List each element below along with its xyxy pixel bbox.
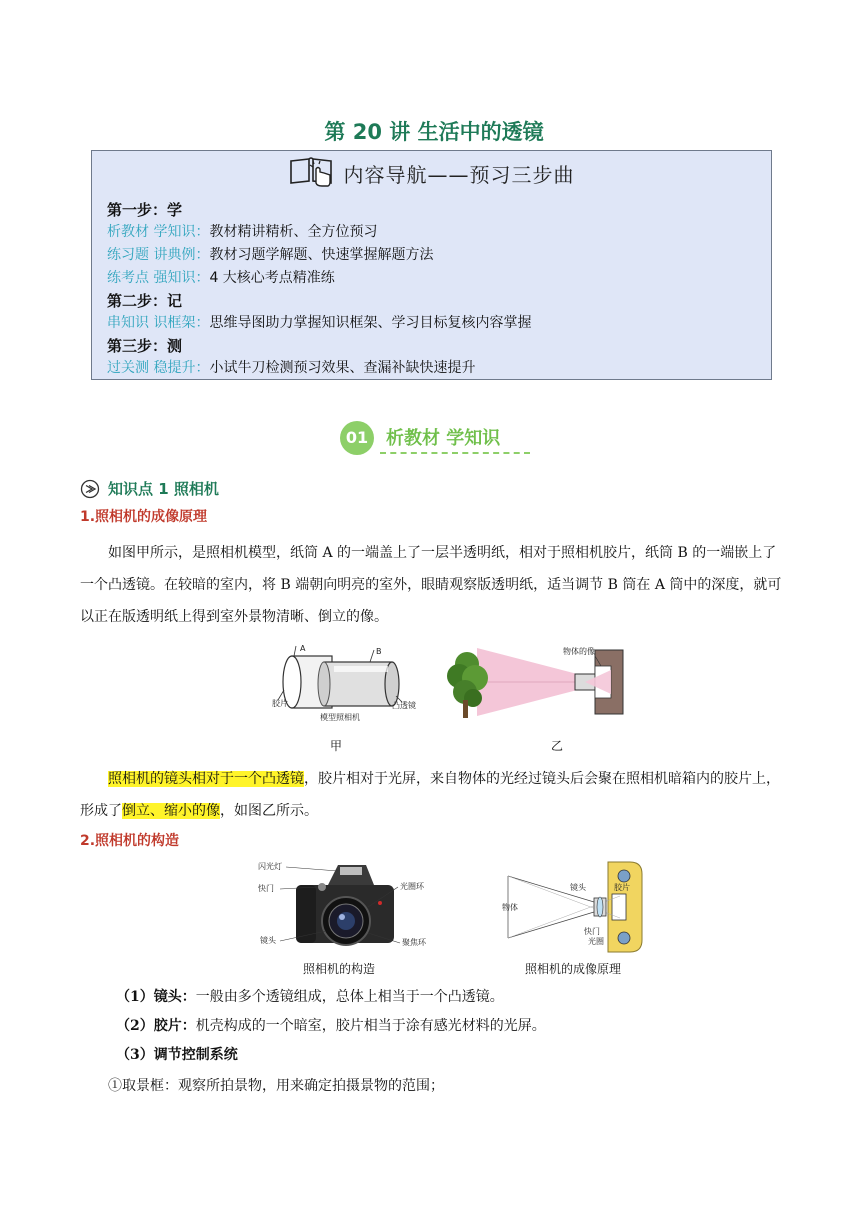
item-viewfinder <box>108 1075 444 1097</box>
nav-tag: 析教材 学知识： <box>107 224 210 240</box>
label-object: 物体 <box>502 903 518 912</box>
nav-line-3 <box>107 267 335 289</box>
paragraph-text: ，胶片相对于光屏，来自物体的光经过镜头后会聚在照相机暗箱内的胶片上，形成了 <box>80 771 780 819</box>
book-hand-icon <box>288 155 334 191</box>
camera-principle-figure <box>500 858 650 956</box>
page-title: 第 20 讲 生活中的透镜 <box>324 120 544 144</box>
section-badge <box>340 420 530 456</box>
nav-line-2 <box>107 244 433 266</box>
highlight-lens: 照相机的镜头相对于一个凸透镜 <box>108 771 304 787</box>
item-control-system <box>116 1044 238 1066</box>
step-2: 第二步：记 <box>107 292 183 310</box>
paragraph-text: ，如图乙所示。 <box>220 803 318 819</box>
heading-structure: 2.照相机的构造 <box>80 833 180 849</box>
label-convex-lens: 凸透镜 <box>392 701 416 710</box>
item-film <box>116 1015 546 1037</box>
caption-jia: 甲 <box>330 739 343 753</box>
circle-arrow-icon <box>80 479 100 499</box>
label-lens: 镜头 <box>260 936 276 945</box>
camera-structure-figure <box>256 855 446 955</box>
item-label: （3）调节控制系统 <box>116 1047 238 1063</box>
nav-desc: 小试牛刀检测预习效果、查漏补缺快速提升 <box>209 360 476 376</box>
heading-principle: 1.照相机的成像原理 <box>80 509 208 525</box>
highlight-image: 倒立、缩小的像 <box>122 803 220 819</box>
nav-desc: 4 大核心考点精准练 <box>209 270 335 286</box>
section-label: 析教材 学知识 <box>386 428 501 449</box>
label-lens-2: 镜头 <box>570 883 586 892</box>
item-text: 机壳构成的一个暗室，胶片相当于涂有感光材料的光屏。 <box>195 1018 546 1034</box>
item-text: 一般由多个透镜组成，总体上相当于一个凸透镜。 <box>195 989 504 1005</box>
item-text: ①取景框：观察所拍景物，用来确定拍摄景物的范围； <box>108 1078 444 1094</box>
model-camera-figure <box>270 642 420 724</box>
label-aperture-ring: 光圈环 <box>400 882 424 891</box>
caption-principle: 照相机的成像原理 <box>525 962 622 976</box>
item-label: （2）胶片： <box>116 1018 196 1034</box>
label-model-camera: 模型照相机 <box>320 713 360 722</box>
nav-tag: 练习题 讲典例： <box>107 247 210 263</box>
label-film-2: 胶片 <box>614 883 630 892</box>
label-focus-ring: 聚焦环 <box>402 938 426 947</box>
nav-tag: 练考点 强知识： <box>107 270 210 286</box>
label-shutter: 快门 <box>258 884 274 893</box>
nav-line-5 <box>107 357 475 379</box>
step-3: 第三步：测 <box>107 337 183 355</box>
nav-header <box>92 155 771 189</box>
nav-title: 内容导航——预习三步曲 <box>343 162 575 187</box>
section-number: 01 <box>340 421 374 455</box>
item-label: （1）镜头： <box>116 989 196 1005</box>
nav-desc: 教材精讲精析、全方位预习 <box>209 224 378 240</box>
label-a: A <box>300 644 306 653</box>
paragraph-text: 如图甲所示，是照相机模型，纸筒 A 的一端盖上了一层半透明纸，相对于照相机胶片，纸筒 B 的一端嵌上了一个凸透镜。在较暗的室内，将 B 端朝向明亮的室外，眼睛观察版透明纸，适当调节 B 筒在 A 筒中的深度，就可以正在版透明纸上得到室外景物清晰、倒立的像。 <box>80 545 782 625</box>
nav-tag: 过关测 稳提升： <box>107 360 210 376</box>
paragraph-model <box>80 537 790 633</box>
tree-imaging-figure <box>445 642 625 720</box>
caption-yi: 乙 <box>551 739 564 753</box>
label-object-image: 物体的像 <box>563 647 595 656</box>
content-navigation-box <box>91 150 772 380</box>
paragraph-lens <box>80 763 790 827</box>
knowledge-point-title: 知识点 1 照相机 <box>108 480 219 498</box>
label-film: 胶片 <box>272 699 288 708</box>
caption-structure: 照相机的构造 <box>303 962 376 976</box>
nav-line-4 <box>107 312 531 334</box>
nav-tag: 串知识 识框架： <box>107 315 210 331</box>
step-1: 第一步：学 <box>107 201 183 219</box>
nav-line-1 <box>107 221 377 243</box>
label-b: B <box>376 647 382 656</box>
label-shutter-2: 快门 <box>584 927 600 936</box>
nav-desc: 思维导图助力掌握知识框架、学习目标复核内容掌握 <box>209 315 532 331</box>
section-underline <box>380 452 530 454</box>
label-aperture-2: 光圈 <box>588 937 604 946</box>
item-lens <box>116 986 504 1008</box>
label-flash: 闪光灯 <box>258 862 282 871</box>
nav-desc: 教材习题学解题、快速掌握解题方法 <box>209 247 434 263</box>
